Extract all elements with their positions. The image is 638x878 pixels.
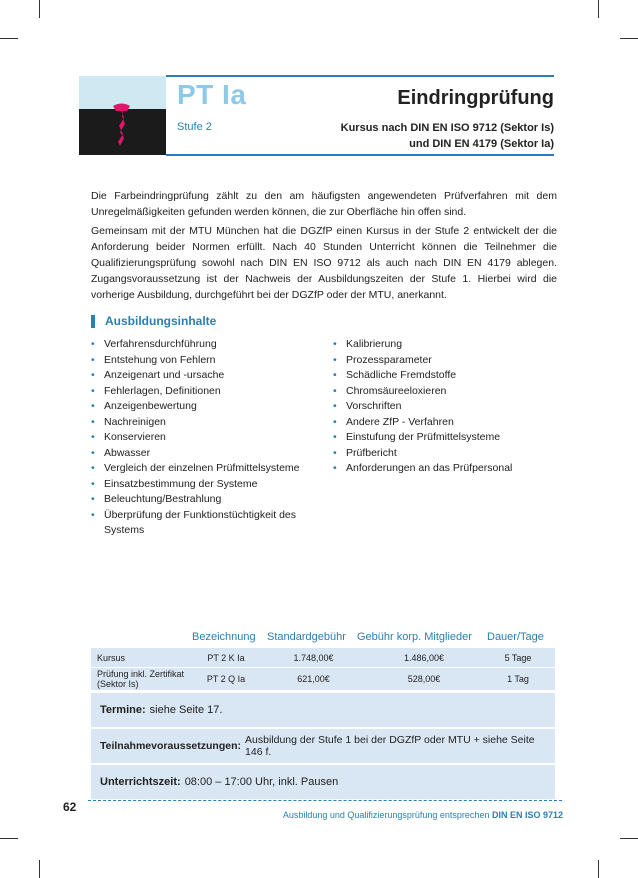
teaching-time-value: 08:00 – 17:00 Uhr, inkl. Pausen [184,776,339,788]
prerequisites-value: Ausbildung der Stufe 1 bei der DGZfP oder MTU + siehe Seite 146 f. [245,734,535,758]
crop-mark [0,838,18,839]
row-duration: 5 Tage [504,652,532,663]
crop-mark [620,38,638,39]
content-list-right [333,337,563,477]
row-member-fee: 528,00€ [407,674,441,684]
row-label: Kursus [97,652,126,663]
teaching-time-info [91,763,555,799]
list-item: • Anzeigenart und -ursache [91,368,316,384]
penetrant-crack-illustration [79,76,166,155]
list-item: • Konservieren [91,430,316,446]
footer-divider [88,800,562,801]
row-member-fee: 1.486,00€ [403,652,445,663]
list-item: • Kalibrierung [333,337,563,353]
intro-text [91,188,557,306]
header-rule-top [166,75,554,77]
course-standard-line-2: und DIN EN 4179 (Sektor Ia) [409,138,554,150]
column-header-bezeichnung: Bezeichnung [192,631,256,643]
intro-paragraph-2: Gemeinsam mit der MTU München hat die DGZfP einen Kursus in der Stufe 2 entwickelt der die Anforderung beider Normen erfüllt. Nach 40 Stunden Unterricht können die Teilnehmer die Qualifizierungsprüfung sowohl nach DIN EN ISO 9712 als auch nach DIN EN 4179 ablegen. Zugangsvoraussetzung ist der Nachweis der Ausbildungszeiten der Stufe 1. Hierbei wird die vorherige Ausbildung, durchgeführt bei der DGZfP oder der MTU, anerkannt. [91,225,557,301]
list-item: • Prozessparameter [333,353,563,369]
termine-value: siehe Seite 17. [149,704,223,716]
termine-label: Termine: [100,704,146,716]
column-header-duration: Dauer/Tage [487,631,544,643]
crop-mark [39,0,40,18]
list-item: • Vorschriften [333,399,563,415]
teaching-time-label: Unterrichtszeit: [100,776,181,788]
list-item: • Chromsäureeloxieren [333,384,563,400]
row-fee: 1.748,00€ [293,652,334,663]
row-code: PT 2 K Ia [207,652,245,663]
page-title: Eindringprüfung [397,87,554,109]
table-row [91,648,555,668]
row-code: PT 2 Q Ia [206,674,246,684]
list-item: • Andere ZfP - Verfahren [333,415,563,431]
page-number: 62 [63,800,77,814]
header-rule-bottom [166,154,554,156]
list-item: • Vergleich der einzelnen Prüfmittelsysteme [91,461,316,477]
list-item: • Fehlerlagen, Definitionen [91,384,316,400]
row-duration: 1 Tag [507,674,529,684]
footer-text [283,810,563,820]
crop-mark [0,38,18,39]
list-item: • Entstehung von Fehlern [91,353,316,369]
course-standard-line-1: Kursus nach DIN EN ISO 9712 (Sektor Is) [340,122,554,134]
footer-norm: DIN EN ISO 9712 [491,810,563,820]
course-code: PT Ia [177,79,247,110]
content-list-left [91,337,316,539]
prerequisites-info [91,727,555,763]
list-item: • Prüfbericht [333,446,563,462]
list-item: • Einstufung der Prüfmittelsysteme [333,430,563,446]
intro-paragraph-1: Die Farbeindringprüfung zählt zu den am häufigsten angewendeten Prüfverfahren mit dem Unregelmäßigkeiten gefunden werden können, die zur Oberfläche hin offen sind. [91,190,557,218]
list-item: • Einsatzbestimmung der Systeme [91,477,316,493]
course-standards [341,120,554,152]
list-item: • Anzeigenbewertung [91,399,316,415]
crop-mark [39,860,40,878]
section-title: Ausbildungsinhalte [91,314,216,328]
row-fee: 621,00€ [297,674,330,684]
list-item: • Nachreinigen [91,415,316,431]
footer-caption: Ausbildung und Qualifizierungsprüfung entsprechen [282,810,490,820]
row-label: Prüfung inkl. Zertifikat (Sektor Is) [97,669,185,689]
prerequisites-label: Teilnahmevoraussetzungen: [100,740,242,752]
termine-info [91,691,555,727]
column-header-member-fee: Gebühr korp. Mitglieder [357,631,472,643]
list-item: • Beleuchtung/Bestrahlung [91,492,316,508]
crop-mark [620,838,638,839]
crop-mark [598,0,599,18]
list-item: • Überprüfung der Funktionstüchtigkeit des Systems [91,508,316,539]
list-item: • Verfahrensdurchführung [91,337,316,353]
crop-mark [598,860,599,878]
fee-table [91,648,555,799]
table-row [91,668,555,691]
list-item: • Schädliche Fremdstoffe [333,368,563,384]
column-header-standard-fee: Standardgebühr [267,631,346,643]
course-level: Stufe 2 [177,121,212,133]
list-item: • Abwasser [91,446,316,462]
list-item: • Anforderungen an das Prüfpersonal [333,461,563,477]
